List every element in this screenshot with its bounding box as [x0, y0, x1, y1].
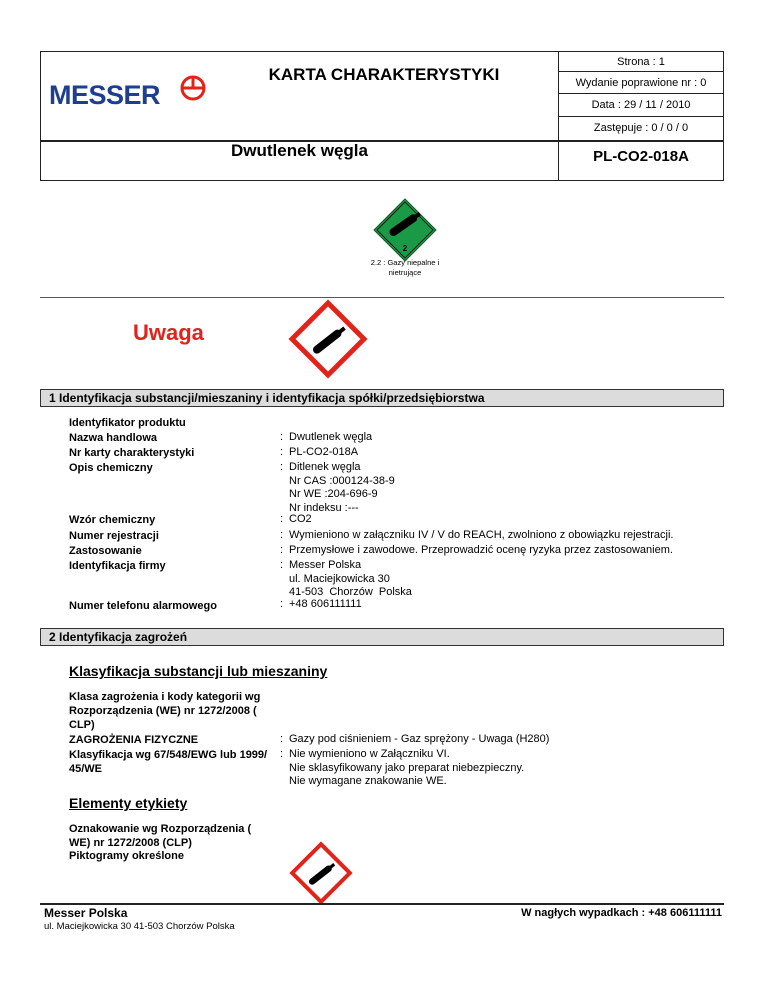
adr-class-number: 2 [402, 244, 408, 253]
usage-label: Zastosowanie [69, 545, 142, 557]
divider [40, 297, 724, 298]
sds-number-value: PL-CO2-018A [289, 446, 359, 458]
adr-caption-line1: 2.2 : Gazy niepalne i [370, 258, 440, 267]
document-title: KARTA CHARAKTERYSTYKI [268, 65, 500, 84]
directive-classification-label: Klasyfikacja wg 67/548/EWG lub 1999/ 45/WE [69, 749, 268, 775]
classification-heading: Klasyfikacja substancji lub mieszaniny [69, 663, 328, 679]
emergency-phone-label: Numer telefonu alarmowego [69, 600, 217, 612]
product-name: Dwutlenek węgla [231, 141, 368, 160]
sds-code: PL-CO2-018A [593, 148, 689, 165]
footer-address: ul. Maciejkowicka 30 41-503 Chorzów Polska [44, 921, 235, 932]
adr-caption-line2: nietrujące [388, 268, 422, 277]
chemical-formula-label: Wzór chemiczny [69, 514, 156, 526]
product-identifier-heading: Identyfikator produktu [69, 417, 186, 429]
physical-hazards-value: Gazy pod ciśnieniem - Gaz sprężony - Uwaga (H280) [289, 733, 550, 745]
trade-name-value: Dwutlenek węgla [289, 431, 373, 443]
section-2-header: 2 Identyfikacja zagrożeń [40, 628, 724, 646]
page-number: Strona : 1 [617, 56, 665, 68]
usage-value: Przemysłowe i zawodowe. Przeprowadzić ocenę ryzyka przez zastosowaniem. [289, 544, 673, 556]
physical-hazards-label: ZAGROŻENIA FIZYCZNE [69, 734, 199, 746]
document-date: Data : 29 / 11 / 2010 [591, 99, 691, 111]
section-1-header: 1 Identyfikacja substancji/mieszaniny i identyfikacja spółki/przedsiębiorstwa [40, 389, 724, 407]
footer-divider [40, 903, 724, 905]
label-elements-heading: Elementy etykiety [69, 795, 188, 811]
company-identification-label: Identyfikacja firmy [69, 560, 166, 572]
adr-caption [330, 258, 480, 278]
revision-number: Wydanie poprawione nr : 0 [575, 77, 707, 89]
footer-emergency: W nagłych wypadkach : +48 606111111 [521, 907, 722, 919]
replaces-date: Zastępuje : 0 / 0 / 0 [593, 122, 689, 134]
header-box [40, 51, 724, 181]
clp-labelling-label: Oznakowanie wg Rozporządzenia ( WE) nr 1272/2008 (CLP) [69, 823, 252, 849]
trade-name-label: Nazwa handlowa [69, 432, 158, 444]
signal-word: Uwaga [133, 320, 204, 345]
logo-text: MESSER [49, 80, 161, 110]
company-identification-value: Messer Polska ul. Maciejkowicka 30 41-503 Chorzów Polska [289, 559, 412, 598]
hazard-class-label: Klasa zagrożenia i kody kategorii wg Rozporządzenia (WE) nr 1272/2008 ( CLP) [69, 691, 261, 731]
chemical-description-value: Ditlenek węgla Nr CAS :000124-38-9 Nr WE :204-696-9 Nr indeksu :--- [289, 461, 395, 514]
chemical-formula-value: CO2 [289, 513, 312, 525]
directive-classification-value: Nie wymieniono w Załączniku VI. Nie sklasyfikowany jako preparat niebezpieczny. Nie wymagane znakowanie WE. [289, 748, 525, 787]
pictograms-label: Piktogramy określone [69, 850, 184, 862]
registration-number-value: Wymieniono w załączniku IV / V do REACH, zwolniono z obowiązku rejestracji. [289, 529, 674, 541]
ghs-gas-cylinder-icon [288, 299, 368, 379]
footer-company: Messer Polska [44, 906, 128, 920]
ghs-gas-cylinder-icon [289, 841, 353, 905]
logo [49, 80, 209, 114]
emergency-phone-value: +48 606111111 [289, 598, 362, 610]
messer-logo-mark-icon [179, 74, 207, 102]
chemical-description-label: Opis chemiczny [69, 462, 153, 474]
registration-number-label: Numer rejestracji [69, 530, 159, 542]
sds-number-label: Nr karty charakterystyki [69, 447, 195, 459]
